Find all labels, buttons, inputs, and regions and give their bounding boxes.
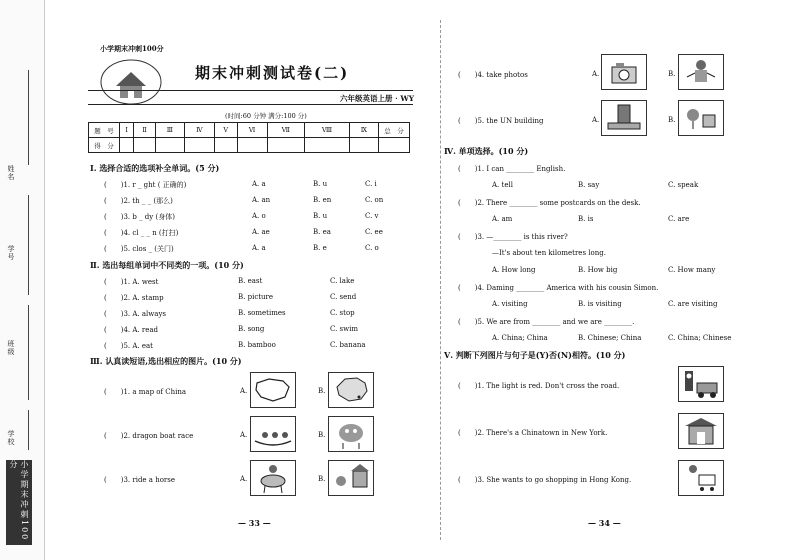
name-label: 姓名 [7,165,15,181]
question-text: ( )4. cl _ _ n (打扫) [104,229,179,237]
option-b[interactable]: B. song [238,325,265,333]
score-input-cell[interactable] [155,138,184,153]
table-cell: Ⅱ [134,123,156,138]
badge-text: 小学期末冲刺100分 [100,44,164,53]
page-number-left: — 33 — [238,518,271,528]
map-china-image[interactable] [328,372,374,408]
option-c[interactable]: C. stop [330,309,355,317]
option-b[interactable]: B. e [313,244,327,252]
title-rule [88,90,413,91]
option-a[interactable]: A. a [252,180,266,188]
option-a[interactable]: A. [592,70,600,78]
option-c[interactable]: C. swim [330,325,359,333]
time-info: (时间:60 分钟 满分:100 分) [225,112,307,120]
table-cell: Ⅵ [237,123,267,138]
question-text: ( )5. clos _ (关门) [104,245,174,253]
side-stamp: 小学期末冲刺100分 [6,460,32,545]
option-b[interactable]: B. Chinese; China [578,334,642,342]
question-text: ( )3. b _ dy (身体) [104,213,175,221]
option-b[interactable]: B. [318,387,326,395]
option-b[interactable]: B. ea [313,228,331,236]
table-cell: 题 号 [89,123,120,138]
question-text: ( )4. take photos [458,71,528,79]
option-c[interactable]: C. send [330,293,357,301]
option-c[interactable]: C. lake [330,277,355,285]
score-input-cell[interactable] [267,138,304,153]
question-text: ( )2. th _ _ (那么) [104,197,173,205]
score-table-score-row [89,138,410,153]
option-b[interactable]: B. en [313,196,332,204]
un-building-image[interactable] [601,100,647,136]
question-text: ( )1. I can ________ English. [458,165,566,173]
question-text: ( )5. We are from ________ and we are ________. [458,318,635,326]
subtitle: 六年级英语上册 · WY [340,94,415,103]
question-option-a[interactable]: ( )3. A. always [104,310,166,318]
question-text: ( )5. the UN building [458,117,544,125]
score-input-cell[interactable] [237,138,267,153]
question-text: ( )2. There ________ some postcards on the desk. [458,199,641,207]
page-title: 期末冲刺测试卷(二) [195,64,350,82]
option-b[interactable]: B. sometimes [238,309,286,317]
option-b[interactable]: B. u [313,180,328,188]
id-label: 学号 [7,245,15,261]
chinatown-image [678,413,724,449]
option-a[interactable]: A. [592,116,600,124]
table-cell: Ⅰ [120,123,134,138]
option-a[interactable]: A. [240,431,248,439]
option-c[interactable]: C. ee [365,228,383,236]
question-text: ( )1. a map of China [104,388,187,396]
option-a[interactable]: A. an [252,196,271,204]
class-line [28,305,29,400]
option-b[interactable]: B. is visiting [578,300,622,308]
page-divider [440,20,441,540]
table-cell: Ⅲ [155,123,184,138]
table-cell: Ⅸ [349,123,378,138]
option-c[interactable]: C. on [365,196,384,204]
table-cell: Ⅶ [267,123,304,138]
option-a[interactable]: A. visiting [492,300,528,308]
option-b[interactable]: B. [668,70,676,78]
option-c[interactable]: C. are [668,215,690,223]
camera-image[interactable] [601,54,647,90]
score-input-cell[interactable] [120,138,134,153]
score-input-cell[interactable] [379,138,410,153]
option-b[interactable]: B. How big [578,266,618,274]
option-b[interactable]: B. east [238,277,263,285]
option-b[interactable]: B. picture [238,293,274,301]
lion-dance-image[interactable] [328,416,374,452]
option-c[interactable]: C. banana [330,341,366,349]
score-table-header-row [89,123,410,138]
option-b[interactable]: B. [318,475,326,483]
option-a[interactable]: A. China; China [492,334,548,342]
section-5-heading: Ⅴ. 判断下列图片与句子是(Y)否(N)相符。(10 分) [444,350,626,360]
id-line [28,195,29,295]
school-label: 学校 [7,430,15,446]
farm-scene-image[interactable] [328,460,374,496]
subtitle-rule [88,104,413,105]
boy-image[interactable] [678,54,724,90]
park-scene-image[interactable] [678,100,724,136]
house-logo-icon [96,52,166,106]
option-a[interactable]: A. [240,475,248,483]
name-line [28,70,29,165]
option-a[interactable]: A. a [252,244,266,252]
option-b[interactable]: B. bamboo [238,341,276,349]
question-option-a[interactable]: ( )1. A. west [104,278,159,286]
ride-horse-image[interactable] [250,460,296,496]
option-a[interactable]: A. o [252,212,266,220]
question-text: ( )4. Daming ________ America with his cousin Simon. [458,284,659,292]
score-table [88,122,410,153]
section-2-heading: Ⅱ. 选出每组单词中不同类的一项。(10 分) [90,260,244,270]
table-cell: 得 分 [89,138,120,153]
section-3-heading: Ⅲ. 认真读短语,选出相应的图片。(10 分) [90,356,242,366]
option-b[interactable]: B. u [313,212,328,220]
option-b[interactable]: B. [668,116,676,124]
page-number-right: — 34 — [588,518,621,528]
option-a[interactable]: A. How long [492,266,536,274]
score-input-cell[interactable] [349,138,378,153]
score-input-cell[interactable] [214,138,237,153]
score-input-cell[interactable] [184,138,214,153]
shopping-cart-image [678,460,724,496]
traffic-light-image [678,366,724,402]
question-followup: —It's about ten kilometres long. [492,249,606,257]
option-c[interactable]: C. v [365,212,379,220]
option-b[interactable]: B. [318,431,326,439]
option-a[interactable]: A. tell [492,181,513,189]
score-input-cell[interactable] [134,138,156,153]
question-text: ( )1. The light is red. Don't cross the road. [458,382,620,390]
question-text: ( )2. dragon boat race [104,432,194,440]
option-c[interactable]: C. i [365,180,377,188]
logo-badge [96,52,166,106]
question-text: ( )2. There's a Chinatown in New York. [458,429,608,437]
option-a[interactable]: A. [240,387,248,395]
question-text: ( )3. ride a horse [104,476,176,484]
table-cell: Ⅳ [184,123,214,138]
map-usa-image[interactable] [250,372,296,408]
option-a[interactable]: A. ae [252,228,270,236]
table-cell: 总 分 [379,123,410,138]
question-text: ( )3. She wants to go shopping in Hong Kong. [458,476,632,484]
question-option-a[interactable]: ( )5. A. eat [104,342,153,350]
option-c[interactable]: C. China; Chinese [668,334,732,342]
question-option-a[interactable]: ( )2. A. stamp [104,294,164,302]
section-4-heading: Ⅳ. 单项选择。(10 分) [444,146,529,156]
question-option-a[interactable]: ( )4. A. read [104,326,159,334]
dragon-boat-image[interactable] [250,416,296,452]
class-label: 班级 [7,340,15,356]
table-cell: Ⅴ [214,123,237,138]
table-cell: Ⅷ [305,123,350,138]
option-c[interactable]: C. are visiting [668,300,718,308]
section-1-heading: Ⅰ. 选择合适的选项补全单词。(5 分) [90,163,220,173]
option-b[interactable]: B. is [578,215,594,223]
option-c[interactable]: C. o [365,244,379,252]
option-b[interactable]: B. say [578,181,600,189]
option-c[interactable]: C. speak [668,181,699,189]
question-text: ( )1. r _ ght ( 正确的) [104,181,187,189]
score-input-cell[interactable] [305,138,350,153]
option-a[interactable]: A. am [492,215,513,223]
school-line [28,410,29,450]
question-text: ( )3. —________ is this river? [458,233,568,241]
option-c[interactable]: C. How many [668,266,716,274]
